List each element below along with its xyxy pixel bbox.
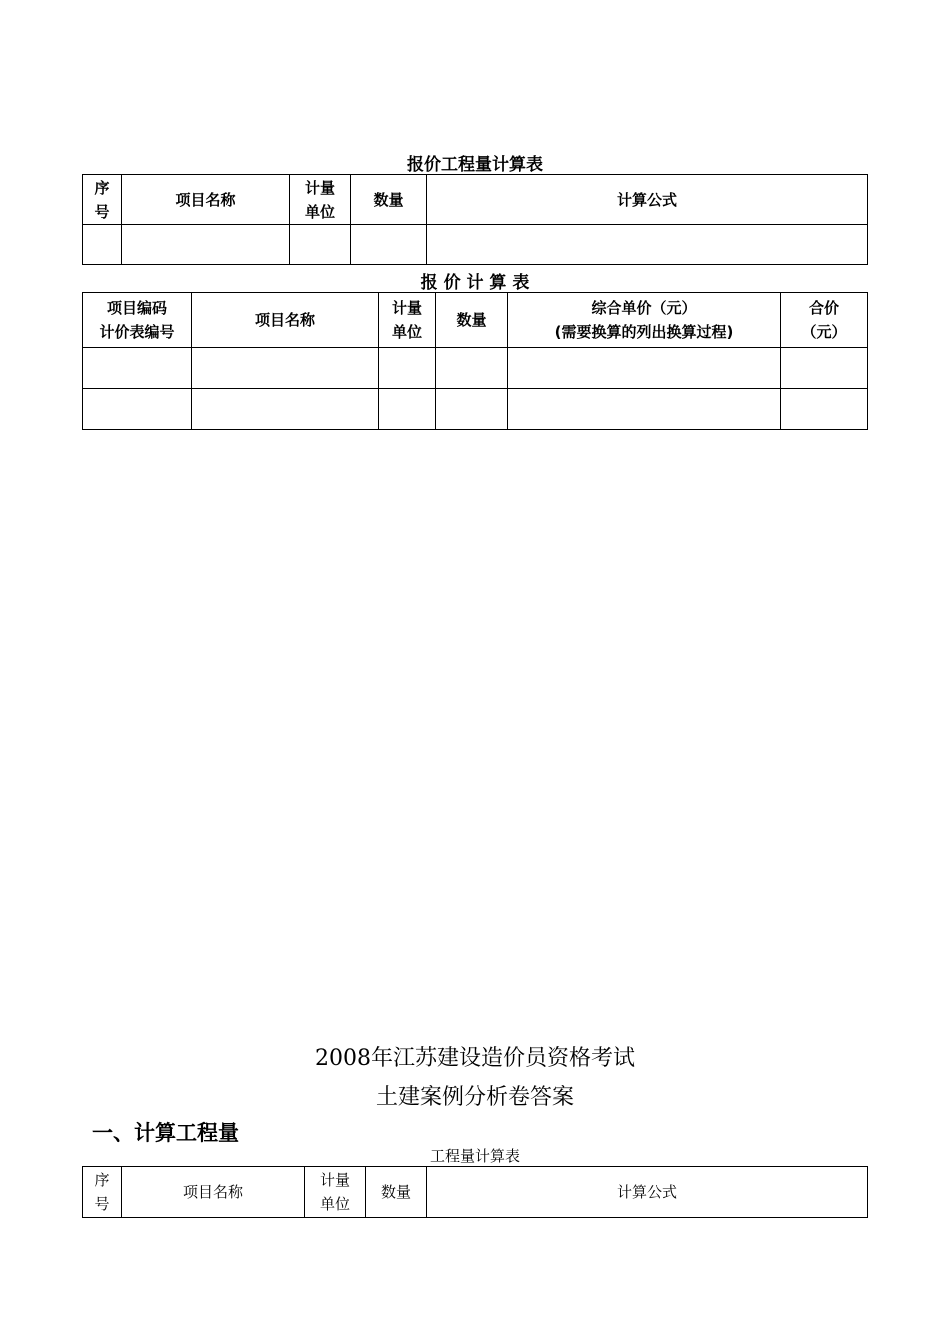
table-cell[interactable] [192,389,379,430]
table-cell[interactable] [427,225,868,265]
header-quantity: 数量 [366,1167,427,1218]
header-unit: 计量 单位 [379,293,436,348]
table-cell[interactable] [781,389,868,430]
pricing-calculation-table [82,292,868,430]
table-cell[interactable] [436,389,508,430]
quantity-calculation-table [82,174,868,265]
table-cell[interactable] [379,348,436,389]
table-cell[interactable] [290,225,351,265]
table-cell[interactable] [351,225,427,265]
header-formula: 计算公式 [427,175,868,225]
header-formula: 计算公式 [427,1167,868,1218]
table-cell[interactable] [508,348,781,389]
pricing-table-title: 报 价 计 算 表 [420,273,530,293]
table-cell[interactable] [83,348,192,389]
header-item-code: 项目编码 计价表编号 [83,293,192,348]
table-cell[interactable] [781,348,868,389]
quantity-table-title: 报价工程量计算表 [407,155,543,175]
header-unit: 计量 单位 [305,1167,366,1218]
table-cell[interactable] [83,389,192,430]
header-seq: 序 号 [83,175,122,225]
header-unit-price: 综合单价（元） (需要换算的列出换算过程) [508,293,781,348]
exam-quantity-table [82,1166,868,1218]
table-row [83,348,868,389]
section-heading: 一、计算工程量 [92,1121,239,1145]
header-item-name: 项目名称 [122,1167,305,1218]
table-cell[interactable] [122,225,290,265]
header-item-name: 项目名称 [192,293,379,348]
table-cell[interactable] [508,389,781,430]
table-cell[interactable] [192,348,379,389]
header-item-name: 项目名称 [122,175,290,225]
header-total-price: 合价 （元） [781,293,868,348]
table-cell[interactable] [83,225,122,265]
table-cell[interactable] [436,348,508,389]
table-row [83,389,868,430]
header-quantity: 数量 [351,175,427,225]
table-row [83,225,868,265]
header-seq: 序 号 [83,1167,122,1218]
exam-title: 2008年江苏建设造价员资格考试 [315,1046,635,1071]
header-unit: 计量 单位 [290,175,351,225]
exam-subtitle: 土建案例分析卷答案 [375,1085,574,1110]
table-cell[interactable] [379,389,436,430]
quantity-table-title-2: 工程量计算表 [429,1147,520,1165]
header-quantity: 数量 [436,293,508,348]
